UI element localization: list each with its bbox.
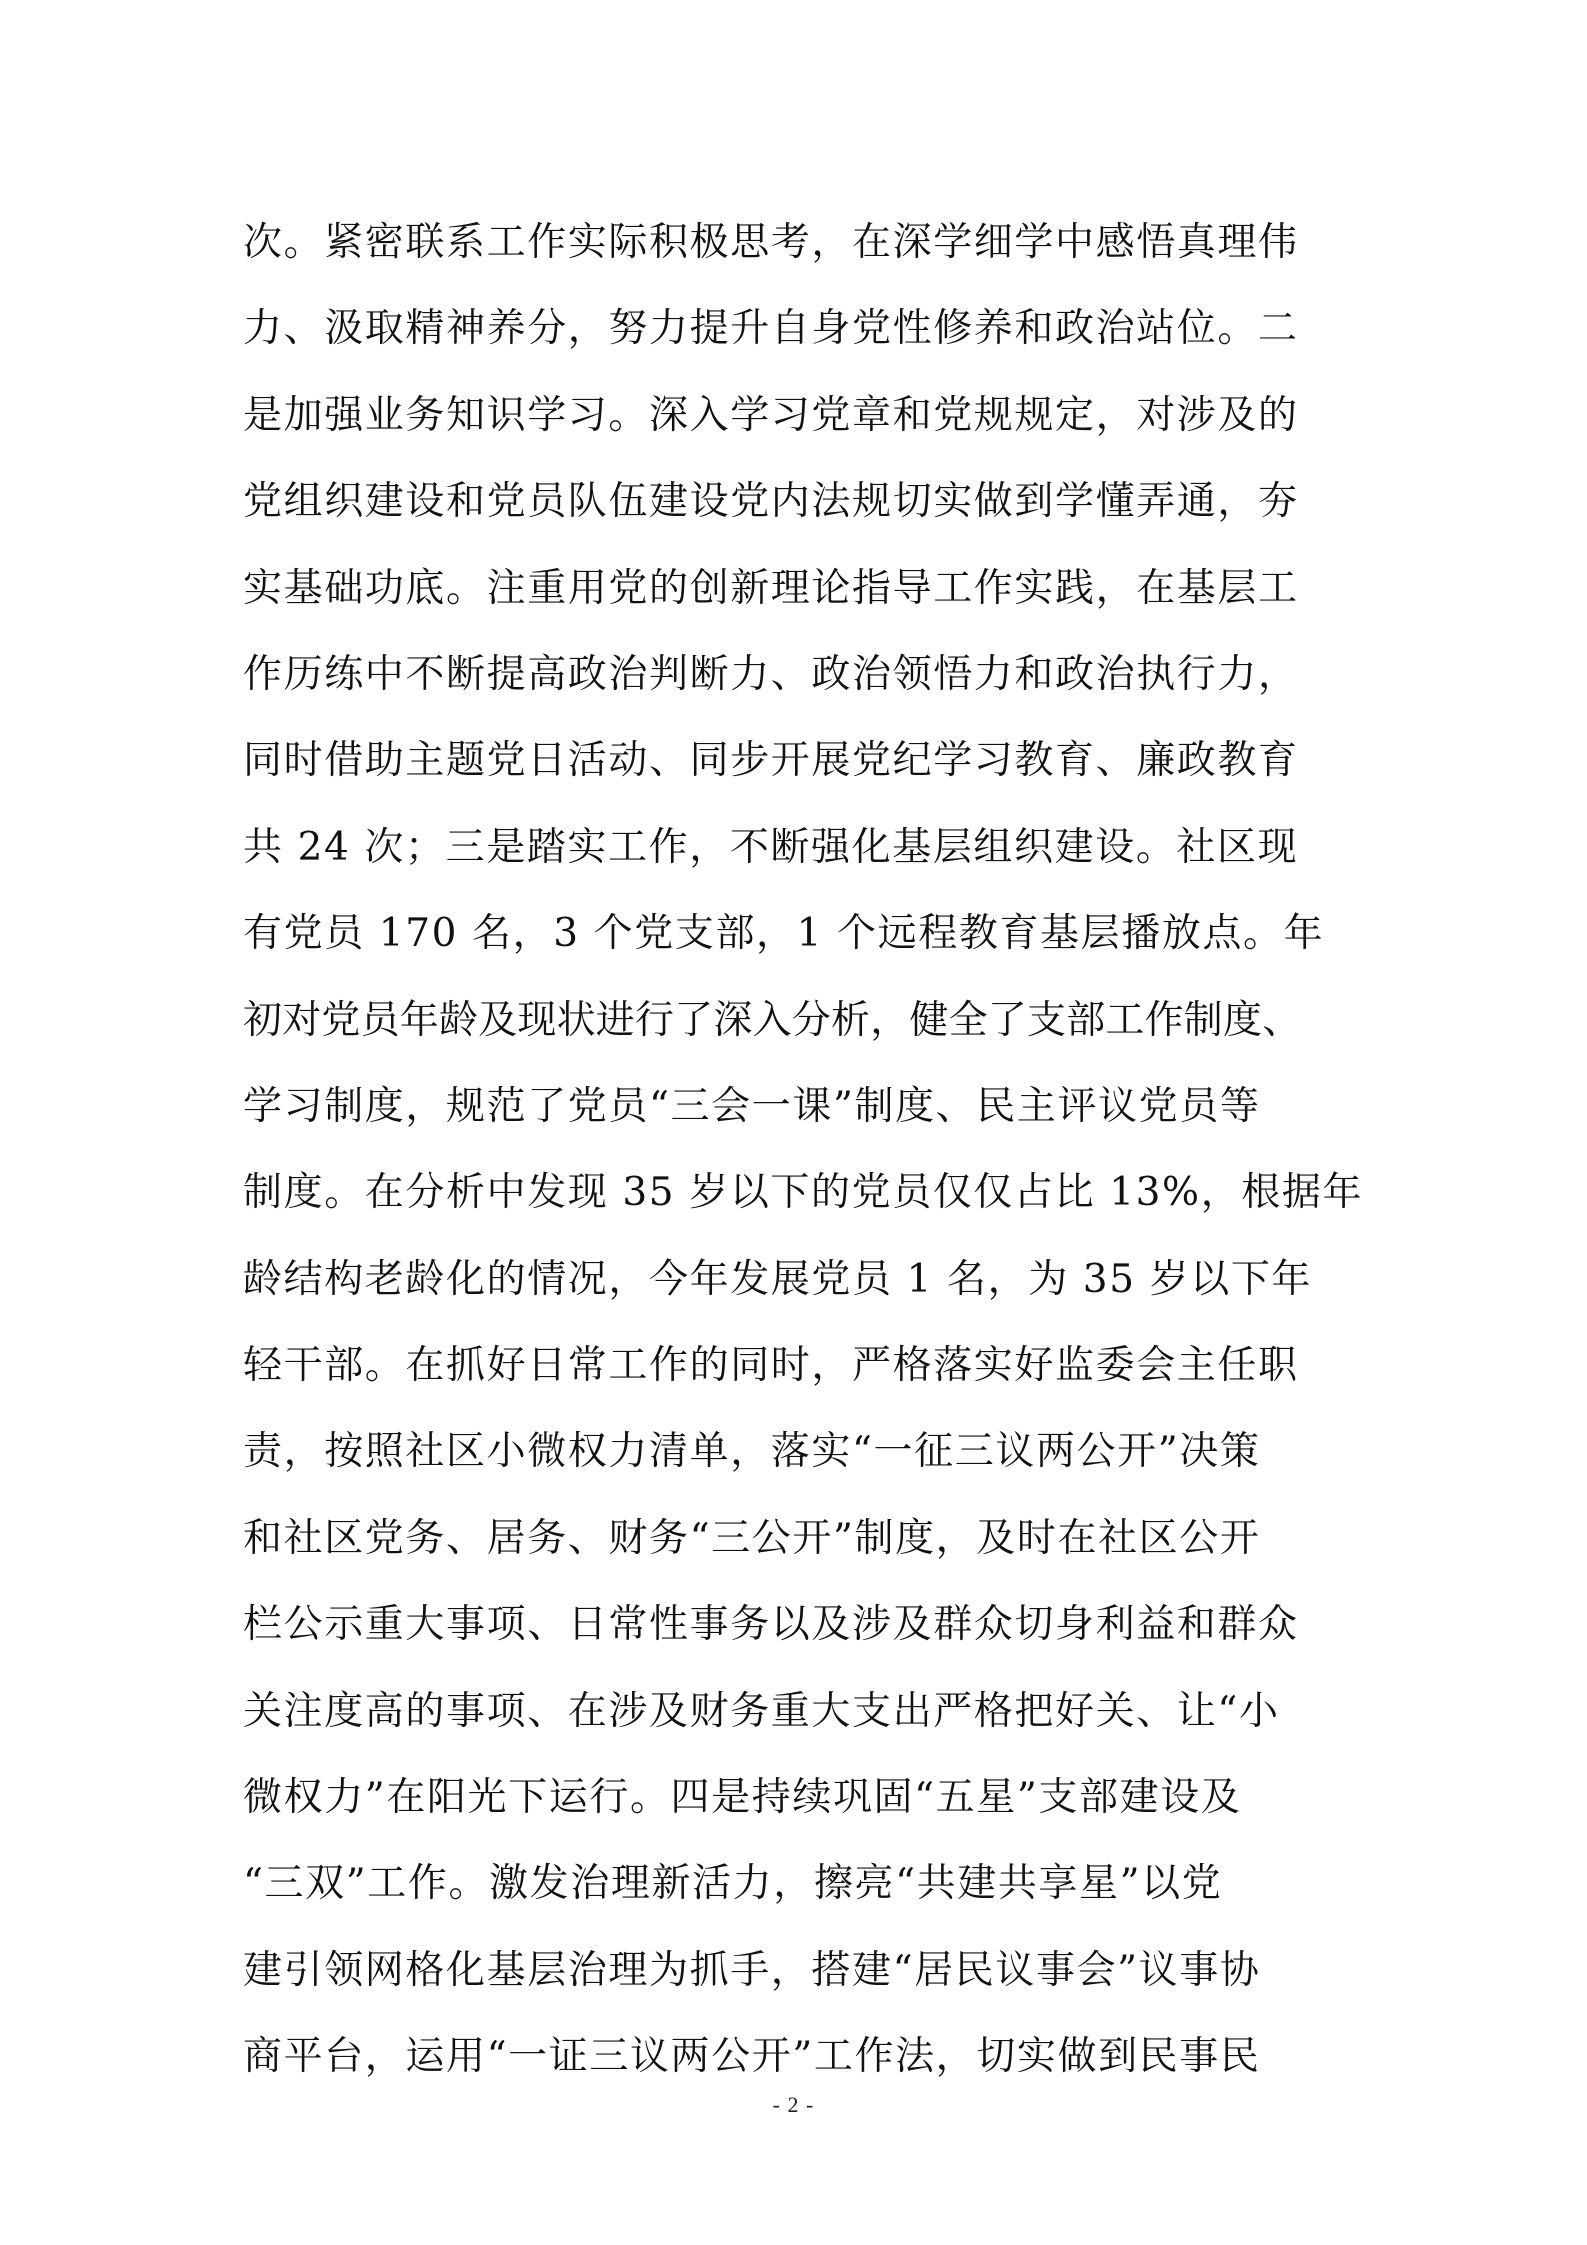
text-line-18: 关注度高的事项、在涉及财务重大支出严格把好关、让“小 (243, 1688, 1280, 1734)
text-line-22: 商平台，运用“一证三议两公开”工作法，切实做到民事民 (243, 2034, 1261, 2080)
text-line-21: 建引领网格化基层治理为抓手，搭建“居民议事会”议事协 (243, 1947, 1261, 1993)
text-line-11: 学习制度，规范了党员“三会一课”制度、民主评议党员等 (243, 1083, 1261, 1129)
text-line-15: 责，按照社区小微权力清单，落实“一征三议两公开”决策 (243, 1429, 1261, 1475)
page-number: - 2 - (772, 2092, 815, 2117)
text-line-20: “三双”工作。激发治理新活力，擦亮“共建共享星”以党 (243, 1861, 1223, 1907)
text-line-5: 实基础功底。注重用党的创新理论指导工作实践，在基层工 (243, 565, 1299, 611)
text-line-17: 栏公示重大事项、日常性事务以及涉及群众切身利益和群众 (243, 1602, 1299, 1648)
text-line-1: 次。紧密联系工作实际积极思考，在深学细学中感悟真理伟 (243, 220, 1299, 265)
text-line-7: 同时借助主题党日活动、同步开展党纪学习教育、廉政教育 (243, 738, 1299, 784)
text-line-14: 轻干部。在抓好日常工作的同时，严格落实好监委会主任职 (243, 1343, 1299, 1389)
text-line-10: 初对党员年龄及现状进行了深入分析，健全了支部工作制度、 (243, 997, 1302, 1043)
text-line-4: 党组织建设和党员队伍建设党内法规切实做到学懂弄通，夯 (243, 479, 1299, 525)
text-line-13: 龄结构老龄化的情况，今年发展党员 1 名，为 35 岁以下年 (243, 1256, 1313, 1302)
text-line-3: 是加强业务知识学习。深入学习党章和党规规定，对涉及的 (243, 392, 1299, 438)
text-line-8: 共 24 次；三是踏实工作，不断强化基层组织建设。社区现 (243, 824, 1299, 870)
text-line-19: 微权力”在阳光下运行。四是持续巩固“五星”支部建设及 (243, 1775, 1242, 1821)
text-line-2: 力、汲取精神养分，努力提升自身党性修养和政治站位。二 (243, 306, 1299, 352)
text-line-16: 和社区党务、居务、财务“三公开”制度，及时在社区公开 (243, 1515, 1261, 1561)
text-line-6: 作历练中不断提高政治判断力、政治领悟力和政治执行力， (243, 651, 1299, 697)
text-line-12: 制度。在分析中发现 35 岁以下的党员仅仅占比 13%，根据年 (243, 1170, 1364, 1216)
text-line-9: 有党员 170 名，3 个党支部，1 个远程教育基层播放点。年 (243, 911, 1325, 957)
body-text (243, 200, 1363, 2101)
